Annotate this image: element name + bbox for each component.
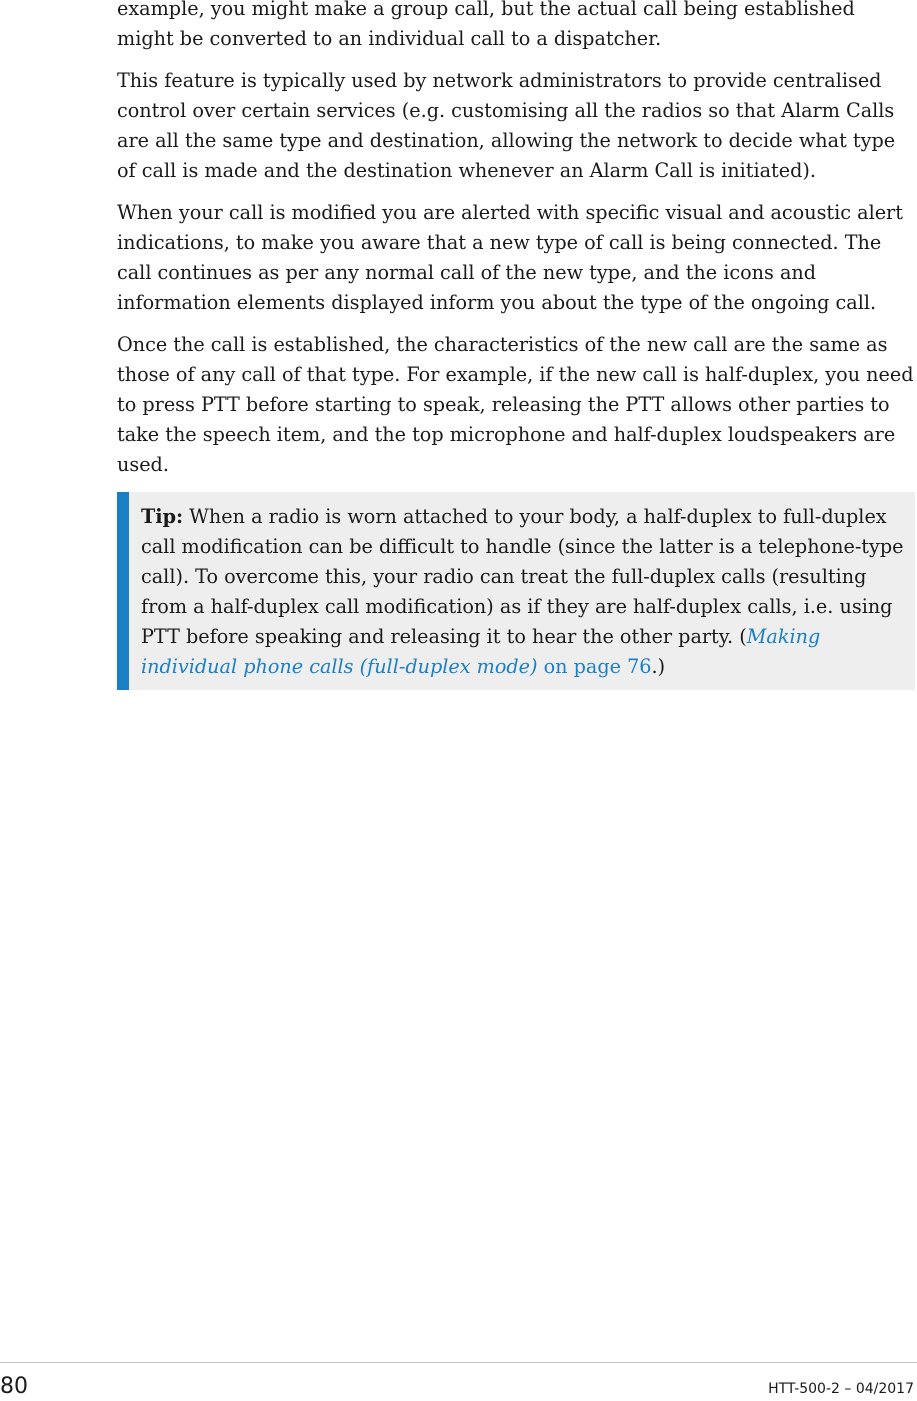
paragraph-call-established: Once the call is established, the characteristics of the new call are the same as those of any call of that type. For example, if the new call is half-duplex, you need to press PTT before starting to speak, releasing the PTT allows other parties to take the speech item, and the top microphone and half-duplex loudspeakers are used. — [117, 333, 914, 476]
paragraph-call-modified-alert: When your call is modified you are alerted with specific visual and acoustic alert indications, to make you aware that a new type of call is being connected. The call continues as per any normal call of the new type, and the icons and information elements displayed inform you about the type of the ongoing call. — [117, 201, 903, 314]
tip-text: When a radio is worn attached to your body, a half-duplex to full-duplex call modification can be difficult to handle (since the latter is a telephone-type call). To overcome this, your radio can treat the full-duplex calls (resulting from a half-duplex call modification) as if they are half-duplex calls, i.e. using PTT before speaking and releasing it to hear the other party. ( — [141, 505, 904, 648]
paragraph-call-conversion: example, you might make a group call, but the actual call being established might be converted to an individual call to a dispatcher. — [117, 0, 855, 50]
paragraph-network-administrators: This feature is typically used by network administrators to provide centralised control over certain services (e.g. customising all the radios so that Alarm Calls are all the same type and destination, allowing the network to decide what type of call is made and the destination whenever an Alarm Call is initiated). — [117, 69, 896, 182]
footer-divider — [0, 1362, 917, 1363]
tip-closing: .) — [651, 655, 666, 678]
document-id: HTT-500-2 – 04/2017 — [768, 1381, 914, 1397]
page-reference-link[interactable]: on page 76 — [537, 655, 652, 678]
page-number: 80 — [0, 1374, 28, 1399]
cross-reference-link[interactable]: Making individual phone calls (full-duplex mode) — [141, 625, 821, 678]
tip-label: Tip: — [141, 505, 184, 528]
main-content — [117, 0, 915, 690]
tip-box — [117, 492, 915, 690]
